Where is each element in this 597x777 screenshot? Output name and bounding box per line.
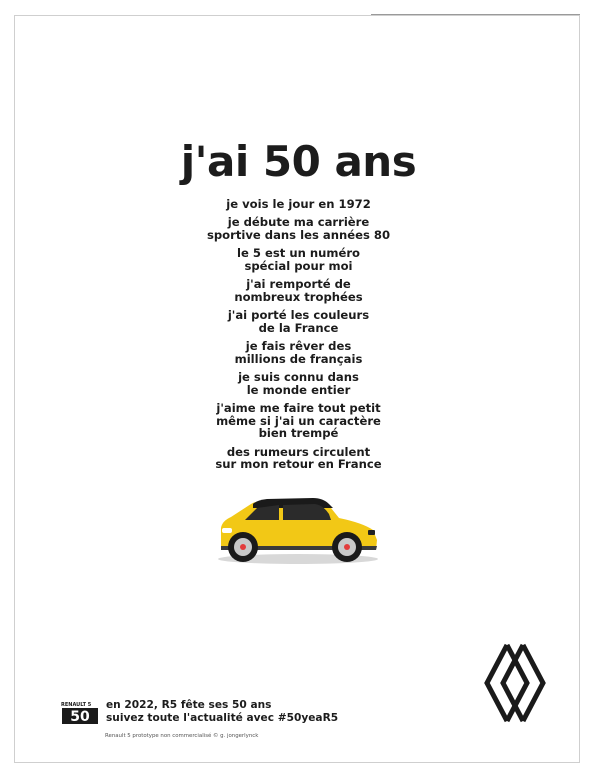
stanza-7: je suis connu dans le monde entier bbox=[238, 370, 359, 397]
renault-diamond-icon bbox=[483, 641, 547, 725]
stanza-3: le 5 est un numéro spécial pour moi bbox=[237, 246, 360, 273]
badge-number: 50 bbox=[70, 709, 90, 725]
car-wheel-front bbox=[228, 532, 258, 562]
stanza-2: je débute ma carrière sportive dans les années 80 bbox=[206, 215, 391, 242]
stanza-9: des rumeurs circulent sur mon retour en France bbox=[215, 444, 382, 472]
footer-text bbox=[106, 699, 338, 725]
car-headlight bbox=[222, 528, 232, 533]
car-image bbox=[213, 490, 383, 568]
stanza-6: je fais rêver des millions de français bbox=[234, 339, 363, 366]
renault5-50-badge-icon bbox=[61, 701, 99, 725]
stanza-4: j'ai remporté de nombreux trophées bbox=[234, 277, 363, 304]
badge-brand: RENAULT 5 bbox=[61, 702, 92, 708]
car-wheel-rear bbox=[332, 532, 362, 562]
stanza-8: j'aime me faire tout petit même si j'ai un caractère bien trempé bbox=[216, 401, 381, 441]
story-text bbox=[0, 198, 597, 477]
photo-credit: Renault 5 prototype non commercialisé © g. jongerlynck bbox=[105, 733, 259, 739]
stanza-1: je vois le jour en 1972 bbox=[226, 197, 371, 211]
footer-line-2: suivez toute l'actualité avec #50yeaR5 bbox=[106, 711, 339, 724]
car-taillight bbox=[368, 530, 375, 535]
top-edge-mark bbox=[371, 14, 580, 15]
footer-line-1: en 2022, R5 fête ses 50 ans bbox=[106, 699, 272, 711]
headline: j'ai 50 ans bbox=[180, 137, 417, 186]
stanza-5: j'ai porté les couleurs de la France bbox=[227, 308, 370, 335]
